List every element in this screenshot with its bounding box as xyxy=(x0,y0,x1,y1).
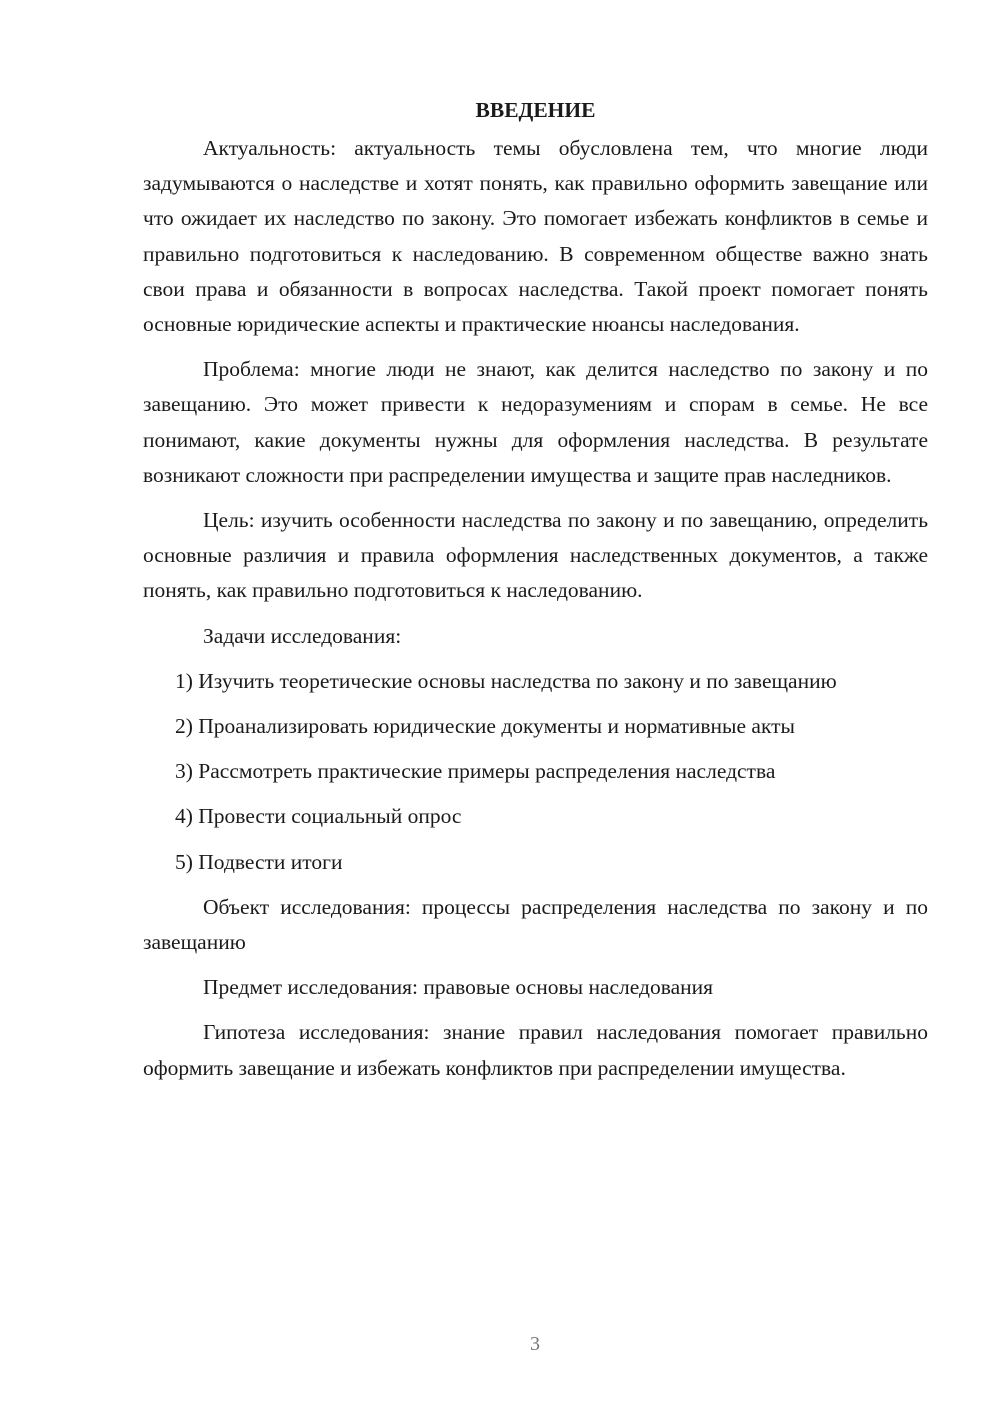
task-item: 2) Проанализировать юридические документы и нормативные акты xyxy=(175,714,795,739)
problem-paragraph: Проблема: многие люди не знают, как делится наследство по закону и по завещанию. Это может привести к недоразумениям и спорам в семье. Не все понимают, какие документы нужны для оформления наследства. В результате возникают сложности при распределении имущества и защите прав наследников. xyxy=(143,357,928,487)
goal-paragraph: Цель: изучить особенности наследства по закону и по завещанию, определить основные различия и правила оформления наследственных документов, а также понять, как правильно подготовиться к наследованию. xyxy=(143,508,928,603)
page-number: 3 xyxy=(530,1333,540,1355)
tasks-heading: Задачи исследования: xyxy=(203,623,402,648)
hypothesis-paragraph: Гипотеза исследования: знание правил наследования помогает правильно оформить завещание и избежать конфликтов при распределении имущества. xyxy=(143,1020,928,1080)
relevance-paragraph: Актуальность: актуальность темы обусловлена тем, что многие люди задумываются о наследстве и хотят понять, как правильно оформить завещание или что ожидает их наследство по закону. Это помогает избежать конфликтов в семье и правильно подготовиться к наследованию. В современном обществе важно знать свои права и обязанности в вопросах наследства. Такой проект помогает понять основные юридические аспекты и практические нюансы наследования. xyxy=(143,136,928,337)
task-item: 4) Провести социальный опрос xyxy=(175,804,462,829)
page-title: ВВЕДЕНИЕ xyxy=(475,98,596,122)
object-paragraph: Объект исследования: процессы распределения наследства по закону и по завещанию xyxy=(143,894,928,955)
subject-paragraph: Предмет исследования: правовые основы наследования xyxy=(203,975,714,1000)
task-item: 5) Подвести итоги xyxy=(175,849,343,874)
task-item: 1) Изучить теоретические основы наследства по закону и по завещанию xyxy=(175,668,837,693)
task-item: 3) Рассмотреть практические примеры распределения наследства xyxy=(175,759,776,784)
document-page xyxy=(143,95,928,1096)
